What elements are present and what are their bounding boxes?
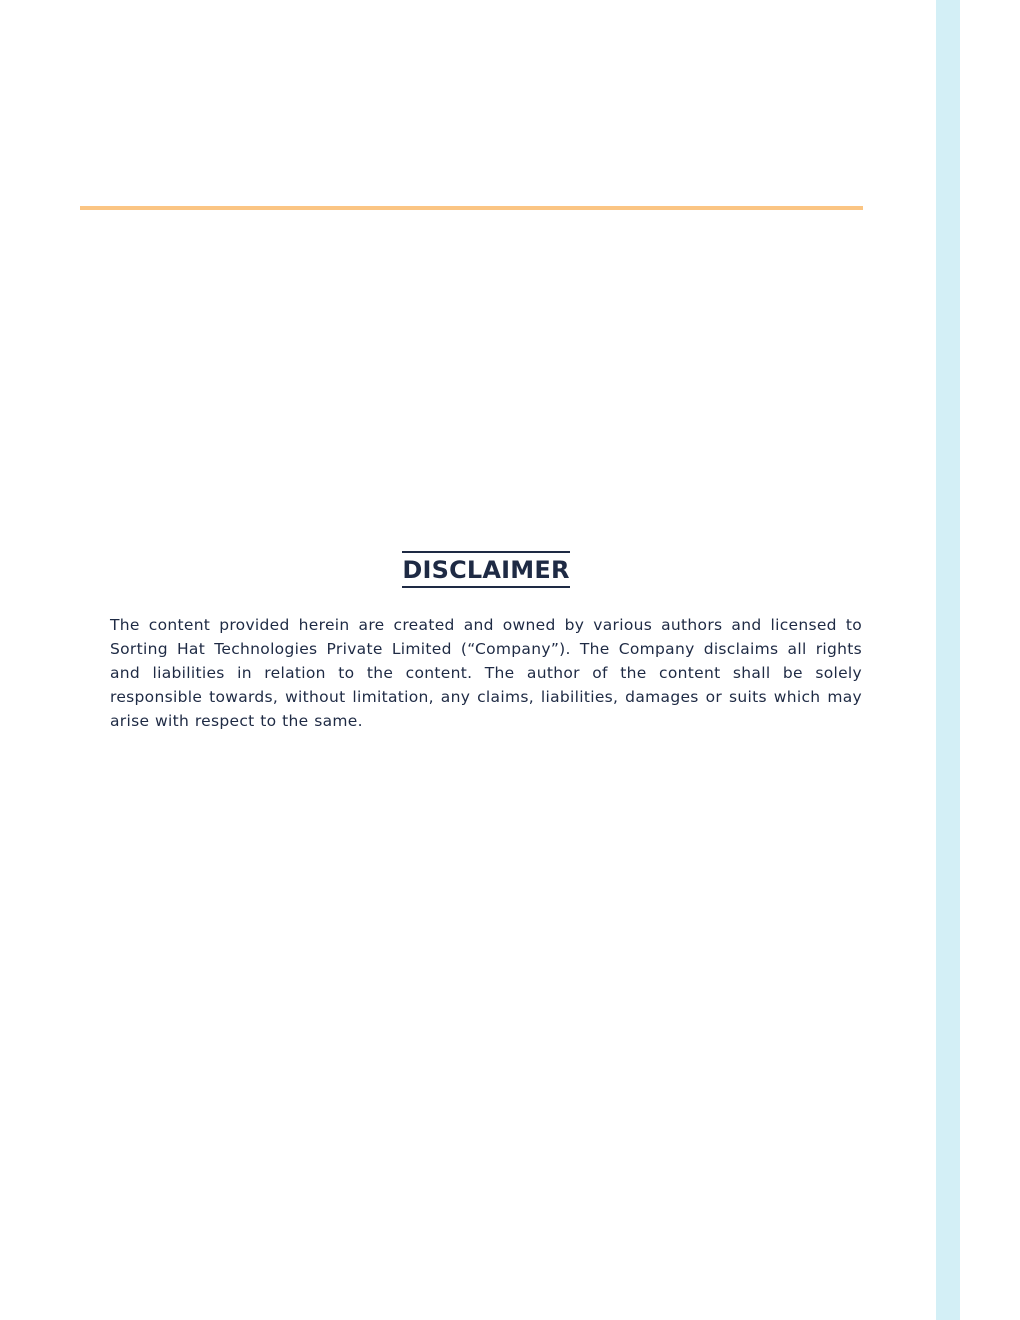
disclaimer-heading-wrap: [110, 551, 862, 588]
side-decorative-strip: [936, 0, 960, 1320]
disclaimer-heading: DISCLAIMER: [402, 551, 569, 588]
disclaimer-section: [110, 551, 862, 733]
disclaimer-body-text: The content provided herein are created and owned by various authors and licensed to Sorting Hat Technologies Private Limited (“Company”). The Company disclaims all rights and liabilities in relation to the content. The author of the content shall be solely responsible towards, without limitation, any claims, liabilities, damages or suits which may arise with respect to the same.: [110, 616, 862, 730]
top-divider-rule: [80, 206, 863, 210]
